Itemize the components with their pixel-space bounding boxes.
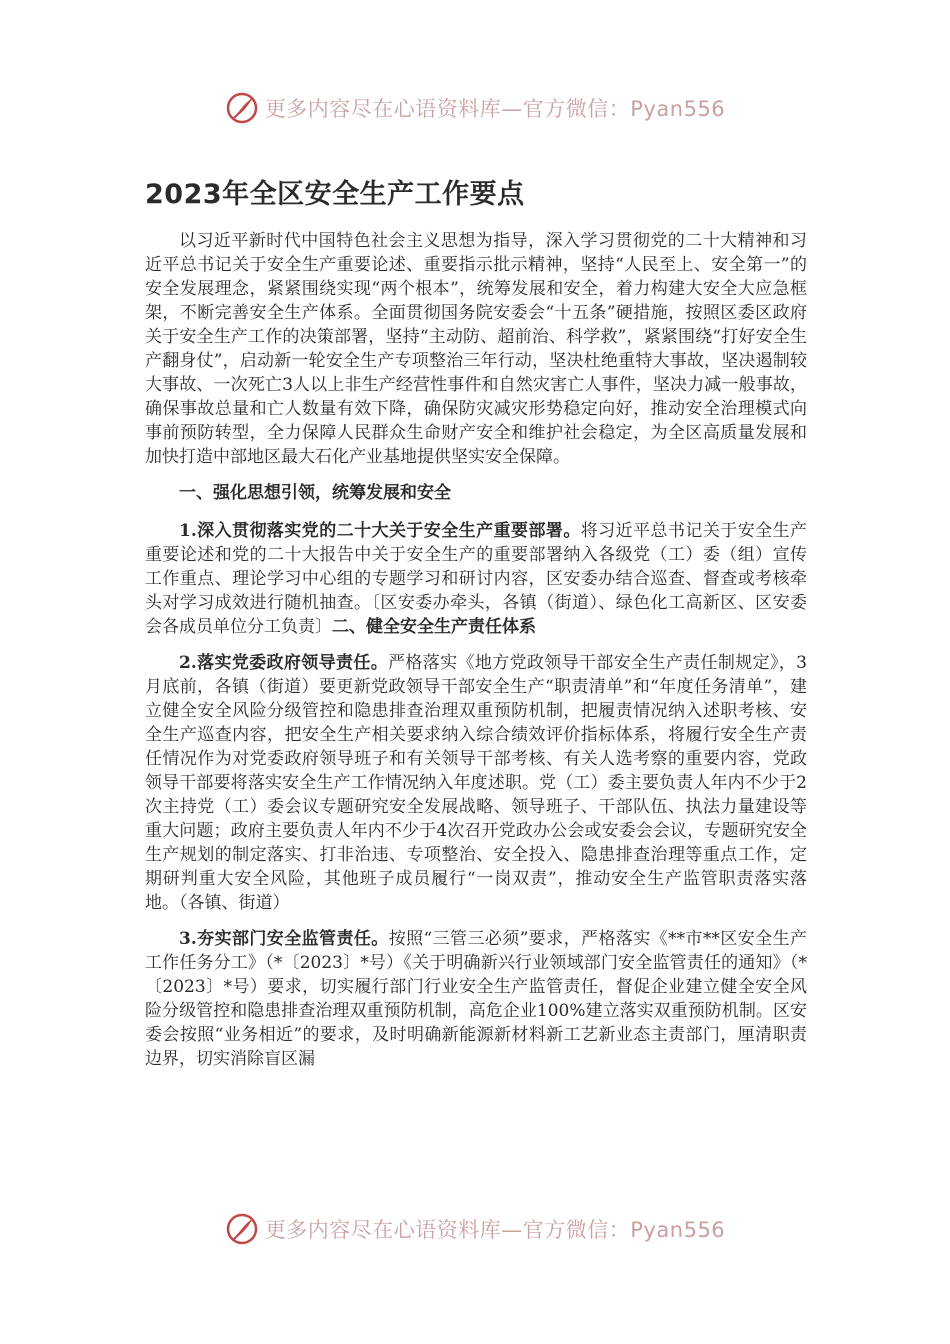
item-3-paragraph: [145, 927, 807, 1071]
document-body: [145, 229, 807, 1083]
watermark-banner-bottom: [0, 1209, 950, 1249]
item-3-body: 按照“三管三必须”要求，严格落实《**市**区安全生产工作任务分工》（*〔2023〕*号）《关于明确新兴行业领域部门安全监管责任的通知》（*〔2023〕*号）要求，切实履行部门行业安全生产监管责任，督促企业建立健全安全风险分级管控和隐患排查治理双重预防机制，高危企业100%建立落实双重预防机制。区安委会按照“业务相近”的要求，及时明确新能源新材料新工艺新业态主责部门，厘清职责边界，切实消除盲区漏: [145, 929, 807, 1069]
watermark-text: 更多内容尽在心语资料库—官方微信：Pyan556: [264, 97, 726, 121]
feather-pen-logo-icon: [225, 1212, 259, 1246]
feather-pen-logo-icon: [225, 91, 259, 125]
item-2-body: 严格落实《地方党政领导干部安全生产责任制规定》，3月底前，各镇（街道）要更新党政领导干部安全生产“职责清单”和“年度任务清单”，建立健全安全风险分级管控和隐患排查治理双重预防机制，把履责情况纳入述职考核、安全生产巡查内容，把安全生产相关要求纳入综合绩效评价指标体系，将履行安全生产责任情况作为对党委政府领导班子和有关领导干部考核、有关人选考察的重要内容，党政领导干部要将落实安全生产工作情况纳入年度述职。党（工）委主要负责人年内不少于2次主持党（工）委会议专题研究安全发展战略、领导班子、干部队伍、执法力量建设等重大问题；政府主要负责人年内不少于4次召开党政办公会或安委会会议，专题研究安全生产规划的制定落实、打非治违、专项整治、安全投入、隐患排查治理等重点工作，定期研判重大安全风险，其他班子成员履行“一岗双责”，推动安全生产监管职责落实落地。（各镇、街道）: [145, 653, 807, 913]
watermark-text: 更多内容尽在心语资料库—官方微信：Pyan556: [264, 1218, 726, 1242]
item-2-paragraph: [145, 651, 807, 915]
item-1-heading: 1.深入贯彻落实党的二十大关于安全生产重要部署。: [179, 521, 581, 541]
item-2-heading: 2.落实党委政府领导责任。: [179, 653, 389, 673]
item-1-body: 将习近平总书记关于安全生产重要论述和党的二十大报告中关于安全生产的重要部署纳入各级党（工）委（组）宣传工作重点、理论学习中心组的专题学习和研讨内容，区安委办结合巡查、督查或考核牵头对学习成效进行随机抽查。〔区安委办牵头，各镇（街道）、绿色化工高新区、区安委会各成员单位分工负责〕: [145, 521, 808, 637]
section-heading-1: 一、强化思想引领，统筹发展和安全: [179, 483, 451, 503]
document-title: 2023年全区安全生产工作要点: [145, 179, 525, 210]
item-1-paragraph: [145, 519, 807, 639]
intro-paragraph: 以习近平新时代中国特色社会主义思想为指导，深入学习贯彻党的二十大精神和习近平总书记关于安全生产重要论述、重要指示批示精神，坚持“人民至上、安全第一”的安全发展理念，紧紧围绕实现“两个根本”，统筹发展和安全，着力构建大安全大应急框架，不断完善安全生产体系。全面贯彻国务院安委会“十五条”硬措施，按照区委区政府关于安全生产工作的决策部署，坚持“主动防、超前治、科学救”，紧紧围绕“打好安全生产翻身仗”，启动新一轮安全生产专项整治三年行动，坚决杜绝重特大事故，坚决遏制较大事故、一次死亡3人以上非生产经营性事件和自然灾害亡人事件，坚决力减一般事故，确保事故总量和亡人数量有效下降，确保防灾减灾形势稳定向好，推动安全治理模式向事前预防转型，全力保障人民群众生命财产安全和维护社会稳定，为全区高质量发展和加快打造中部地区最大石化产业基地提供坚实安全保障。: [145, 231, 807, 467]
watermark-banner-top: [0, 88, 950, 128]
section-heading-2: 二、健全安全生产责任体系: [332, 617, 536, 637]
item-3-heading: 3.夯实部门安全监管责任。: [179, 929, 389, 949]
